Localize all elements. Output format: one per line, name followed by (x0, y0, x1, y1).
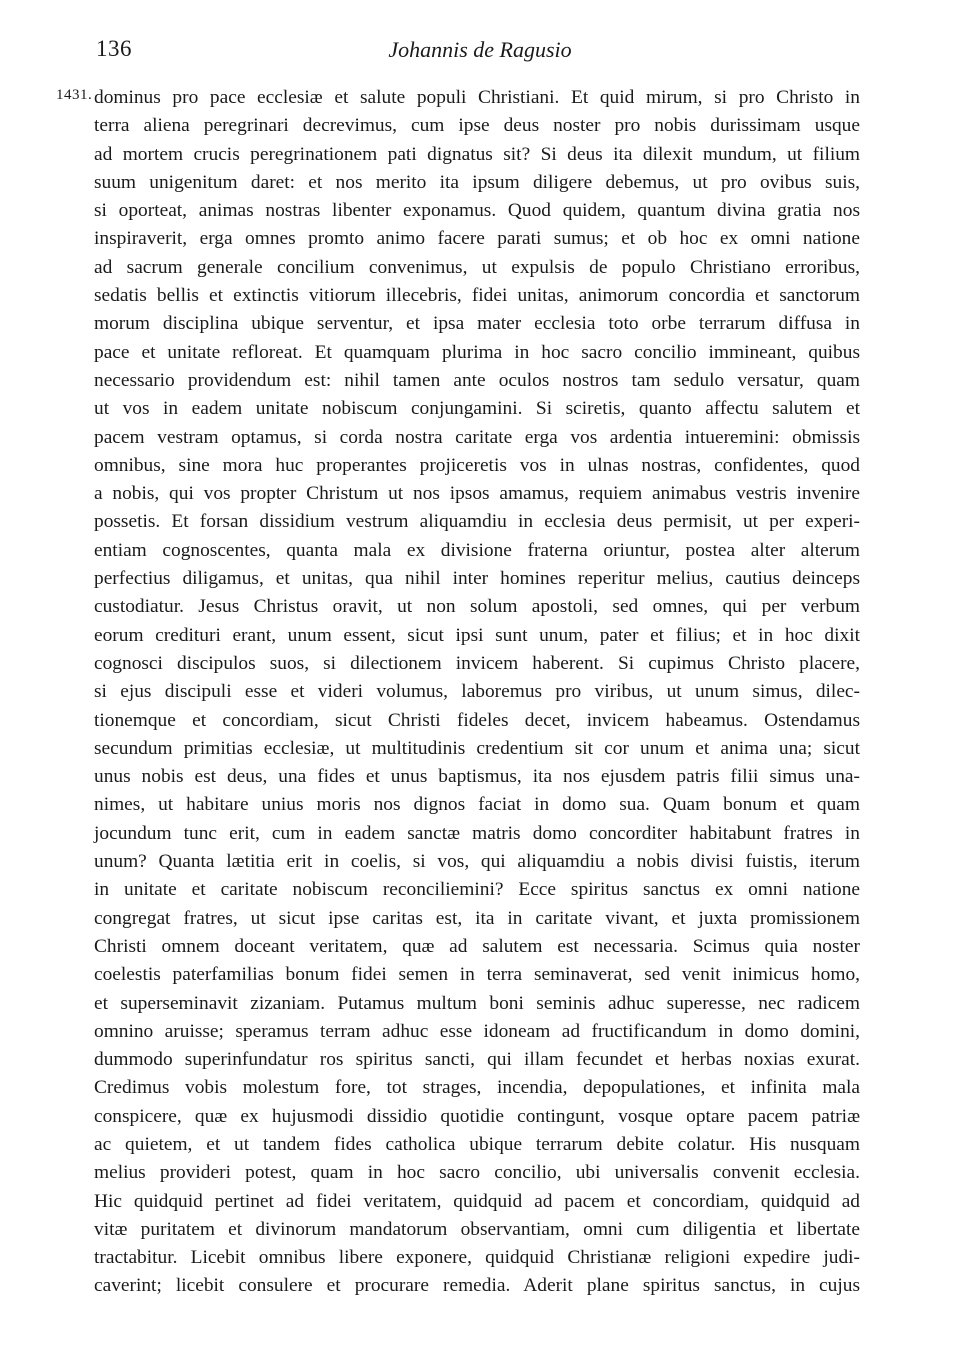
page-header (0, 36, 960, 70)
text-line: necessario providendum est: nihil tamen ante oculos nostros tam sedulo versatur, quam (94, 369, 860, 391)
text-line: si oporteat, animas nostras libenter exponamus. Quod quidem, quantum divina gratia nos (94, 200, 860, 222)
text-line: possetis. Et forsan dissidium vestrum aliquamdiu in ecclesia deus permisit, ut per experi- (94, 511, 860, 533)
text-line: nimes, ut habitare unius moris nos dignos faciat in domo sua. Quam bonum et quam (94, 794, 860, 816)
text-line: omnibus, sine mora huc properantes projiceretis vos in ulnas nostras, confidentes, quod (94, 454, 860, 476)
text-line: cognosci discipulos suos, si dilectionem invicem haberent. Si cupimus Christo placere, (94, 652, 860, 674)
text-line: dominus pro pace ecclesiæ et salute populi Christiani. Et quid mirum, si pro Christo in (94, 87, 860, 108)
text-line: caverint; licebit consulere et procurare remedia. Aderit plane spiritus sanctus, in cujus (94, 1275, 860, 1297)
text-line: melius provideri potest, quam in hoc sacro concilio, ubi universalis convenit ecclesia. (94, 1162, 860, 1184)
text-line: omnino aruisse; speramus terram adhuc esse idoneam ad fructificandum in domo domini, (94, 1020, 860, 1042)
text-line: Credimus vobis molestum fore, tot strages, incendia, depopulationes, et infinita mala (94, 1077, 860, 1099)
text-line: entiam cognoscentes, quanta mala ex divisione fraterna oriuntur, postea alter alterum (94, 539, 860, 561)
text-line: congregat fratres, ut sicut ipse caritas est, ita in caritate vivant, et juxta promissionem (94, 907, 860, 929)
text-line: ad mortem crucis peregrinationem pati dignatus sit? Si deus ita dilexit mundum, ut filium (94, 143, 860, 165)
text-line: tionemque et concordiam, sicut Christi fideles decet, invicem habeamus. Ostendamus (94, 709, 860, 731)
text-line: jocundum tunc erit, cum in eadem sanctæ matris domo concorditer habitabunt fratres in (94, 822, 860, 844)
text-line: custodiatur. Jesus Christus oravit, ut non solum apostoli, sed omnes, qui per verbum (94, 596, 860, 618)
text-line: conspicere, quæ ex hujusmodi dissidio quotidie contingunt, vosque optare pacem patriæ (94, 1105, 860, 1127)
text-line: dummodo superinfundatur ros spiritus sancti, qui illam fecundet et herbas noxias exurat. (94, 1049, 860, 1071)
text-line: a nobis, qui vos propter Christum ut nos ipsos amamus, requiem animabus vestris invenire (94, 483, 860, 505)
text-line: eorum credituri erant, unum essent, sicut ipsi sunt unum, pater et filius; et in hoc dixit (94, 624, 860, 646)
text-line: terra aliena peregrinari decrevimus, cum ipse deus noster pro nobis durissimam usque (94, 115, 860, 137)
page-number: 136 (96, 36, 132, 61)
text-line: ad sacrum generale concilium convenimus, ut expulsis de populo Christiano erroribus, (94, 256, 860, 278)
text-line: pacem vestram optamus, si corda nostra caritate erga vos ardentia intueremini: obmissis (94, 426, 860, 448)
body-text (94, 84, 860, 1301)
running-head: Johannis de Ragusio (388, 37, 572, 62)
text-line: suum unigenitum daret: et nos merito ita ipsum diligere debemus, ut pro ovibus suis, (94, 171, 860, 193)
text-line: unus nobis est deus, una fides et unus baptismus, ita nos ejusdem patris filii simus una- (94, 766, 860, 788)
text-line: unum? Quanta lætitia erit in coelis, si vos, qui aliquamdiu a nobis divisi fuistis, iterum (94, 851, 860, 873)
text-line: inspiraverit, erga omnes promto animo facere parati sumus; et ob hoc ex omni natione (94, 228, 860, 250)
text-line: ut vos in eadem unitate nobiscum conjungamini. Si sciretis, quanto affectu salutem et (94, 398, 860, 420)
text-line: coelestis paterfamilias bonum fidei semen in terra seminaverat, sed venit inimicus homo, (94, 964, 860, 986)
text-line: ac quietem, et ut tandem fides catholica ubique terrarum debite colatur. His nusquam (94, 1133, 860, 1155)
text-line: tractabitur. Licebit omnibus libere exponere, quidquid Christianæ religioni expedire judi- (94, 1247, 860, 1269)
text-line: secundum primitias ecclesiæ, ut multitudinis credentium sit cor unum et anima una; sicut (94, 737, 860, 759)
text-line: Christi omnem doceant veritatem, quæ ad salutem est necessaria. Scimus quia noster (94, 935, 860, 957)
text-line: vitæ puritatem et divinorum mandatorum observantiam, omni cum diligentia et libertate (94, 1218, 860, 1240)
text-line: morum disciplina ubique serventur, et ipsa mater ecclesia toto orbe terrarum diffusa in (94, 313, 860, 335)
margin-year-note: 1431. (56, 87, 93, 103)
text-line: sedatis bellis et extinctis vitiorum illecebris, fidei unitas, animorum concordia et sanctorum (94, 285, 860, 307)
text-line: perfectius diligamus, et unitas, qua nihil inter homines reperitur melius, cautius deinceps (94, 568, 860, 590)
text-line: et superseminavit zizaniam. Putamus multum boni seminis adhuc superesse, nec radicem (94, 992, 860, 1014)
text-line: in unitate et caritate nobiscum reconciliemini? Ecce spiritus sanctus ex omni natione (94, 879, 860, 901)
text-line: pace et unitate refloreat. Et quamquam plurima in hoc sacro concilio immineant, quibus (94, 341, 860, 363)
text-line: Hic quidquid pertinet ad fidei veritatem, quidquid ad pacem et concordiam, quidquid ad (94, 1190, 860, 1212)
text-line: si ejus discipuli esse et videri volumus, laboremus pro viribus, ut unum simus, dilec- (94, 681, 860, 703)
